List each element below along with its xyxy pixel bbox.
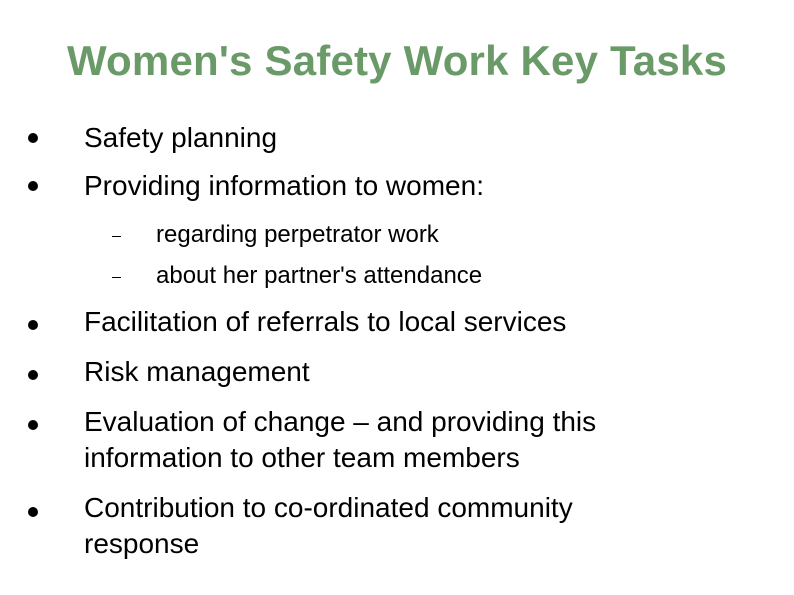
bullet-item: Providing information to women: xyxy=(84,170,484,201)
bullet-dot-icon xyxy=(28,370,38,380)
bullet-dot-icon xyxy=(28,181,38,191)
bullet-item: Safety planning xyxy=(84,122,278,153)
slide-title: Women's Safety Work Key Tasks xyxy=(66,37,728,84)
bullet-dot-icon xyxy=(28,133,38,143)
bullet-item: Facilitation of referrals to local services xyxy=(84,306,567,337)
bullet-item: Contribution to co-ordinated community response xyxy=(84,492,573,559)
sub-bullet-item: regarding perpetrator work xyxy=(156,221,439,248)
bullet-item: Risk management xyxy=(84,356,310,387)
bullet-dot-icon xyxy=(28,320,38,330)
sub-bullet-item: about her partner's attendance xyxy=(156,262,483,289)
dash-icon xyxy=(112,277,121,278)
dash-icon xyxy=(112,236,121,237)
bullet-dot-icon xyxy=(28,420,38,430)
bullet-dot-icon xyxy=(28,507,38,517)
bullet-item: Evaluation of change – and providing this information to other team members xyxy=(84,406,597,473)
